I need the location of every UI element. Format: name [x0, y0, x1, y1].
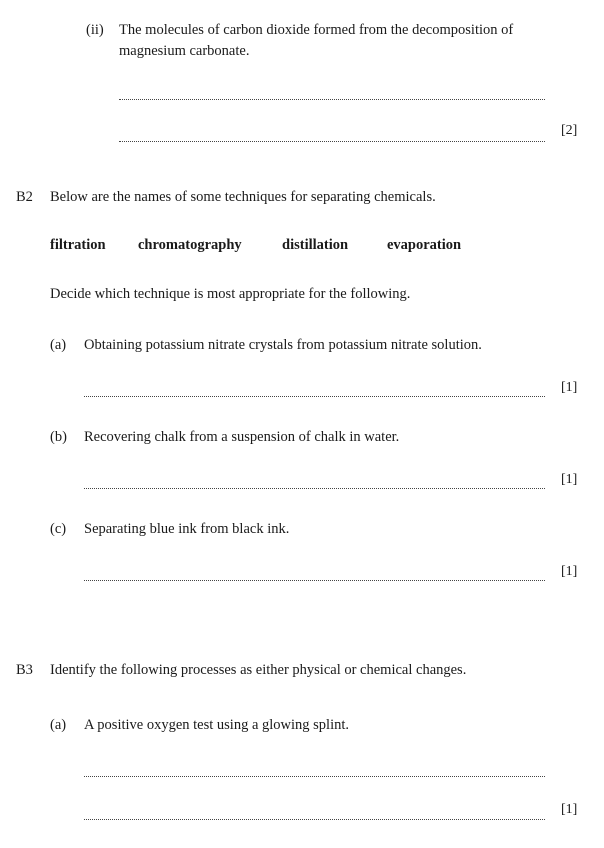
marks-indicator: [1]	[561, 472, 578, 487]
answer-line[interactable]	[119, 141, 545, 142]
question-text-c: Separating blue ink from black ink.	[84, 521, 290, 537]
question-text-line-1: The molecules of carbon dioxide formed from the decomposition of	[119, 22, 514, 38]
answer-line[interactable]	[84, 396, 545, 397]
question-number-b3: B3	[16, 662, 33, 678]
question-label-b: (b)	[50, 429, 67, 445]
question-intro-b3: Identify the following processes as either physical or chemical changes.	[50, 662, 467, 678]
question-text-a: A positive oxygen test using a glowing splint.	[84, 717, 350, 733]
marks-indicator: [1]	[561, 564, 578, 579]
technique-evaporation: evaporation	[387, 237, 462, 253]
marks-indicator: [2]	[561, 123, 578, 138]
answer-line[interactable]	[84, 488, 545, 489]
answer-line[interactable]	[84, 580, 545, 581]
question-label-c: (c)	[50, 521, 67, 537]
question-text-line-2: magnesium carbonate.	[119, 43, 250, 59]
technique-filtration: filtration	[50, 237, 106, 253]
answer-line[interactable]	[84, 776, 545, 777]
question-text-b: Recovering chalk from a suspension of chalk in water.	[84, 429, 400, 445]
marks-indicator: [1]	[561, 802, 578, 817]
technique-chromatography: chromatography	[138, 237, 242, 253]
question-label-ii: (ii)	[86, 22, 104, 38]
question-label-a: (a)	[50, 337, 67, 353]
answer-line[interactable]	[84, 819, 545, 820]
question-intro-b2: Below are the names of some techniques for separating chemicals.	[50, 189, 436, 205]
question-label-a: (a)	[50, 717, 67, 733]
question-instruction-b2: Decide which technique is most appropriate for the following.	[50, 286, 411, 302]
technique-distillation: distillation	[282, 237, 349, 253]
question-text-a: Obtaining potassium nitrate crystals from potassium nitrate solution.	[84, 337, 482, 353]
answer-line[interactable]	[119, 99, 545, 100]
question-number-b2: B2	[16, 189, 33, 205]
marks-indicator: [1]	[561, 380, 578, 395]
